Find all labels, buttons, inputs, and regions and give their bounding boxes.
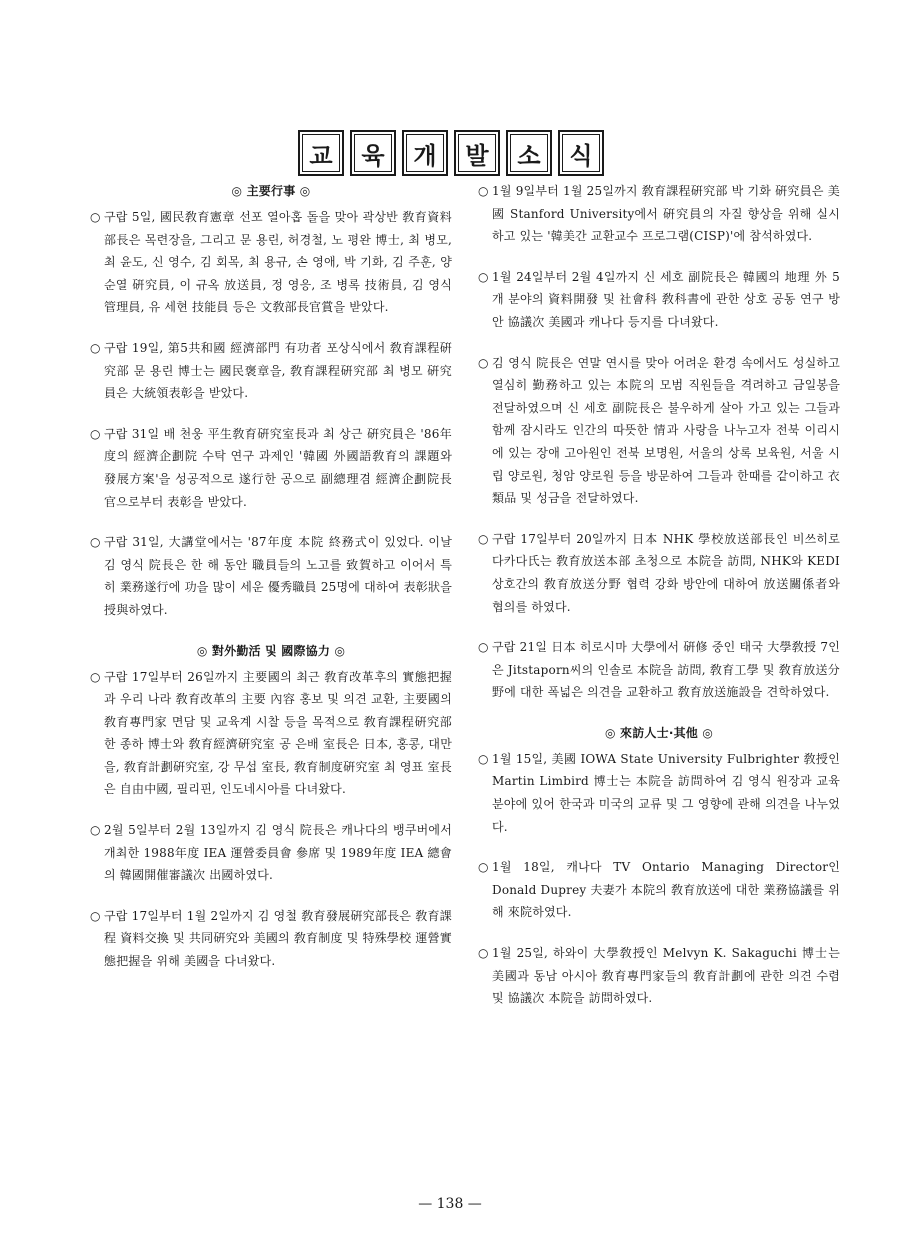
news-item — [478, 352, 840, 510]
news-item — [90, 206, 452, 319]
title-char-box: 발 — [454, 130, 500, 176]
bullet: ○ — [478, 751, 489, 766]
right-column — [478, 180, 840, 1028]
bullet: ○ — [90, 535, 101, 550]
news-item-text: 2월 5일부터 2월 13일까지 김 영식 院長은 캐나다의 뱅쿠버에서 개최한 1988年度 IEA 運營委員會 參席 및 1989年度 IEA 總會의 韓國開催審議次 出國하였다. — [104, 823, 452, 883]
news-item — [90, 423, 452, 513]
news-item — [478, 942, 840, 1010]
bullet: ○ — [478, 946, 489, 961]
bullet: ○ — [90, 908, 101, 923]
news-item — [478, 636, 840, 704]
bullet: ○ — [478, 531, 489, 546]
news-item-text: 구랍 17일부터 20일까지 日本 NHK 學校放送部長인 비쓰히로 다카다氏는 敎育放送本部 초청으로 本院을 訪問, NHK와 KEDI 상호간의 敎育放送分野 협력 강화 방안에 대하여 放送關係者와 협의를 하였다. — [492, 531, 840, 614]
bullet: ○ — [90, 669, 101, 684]
news-item-text: 1월 9일부터 1월 25일까지 敎育課程硏究部 박 기화 硏究員은 美國 Stanford University에서 硏究員의 자질 향상을 위해 실시하고 있는 '韓美간 교환교수 프로그램(CISP)'에 참석하였다. — [492, 184, 840, 244]
page-number: — 138 — — [418, 1196, 482, 1212]
news-item — [478, 180, 840, 248]
news-item-text: 1월 24일부터 2월 4일까지 신 세호 副院長은 韓國의 地理 外 5개 분야의 資料開發 및 社會科 敎科書에 관한 상호 공동 연구 방안 協議次 美國과 캐나다 등지를 다녀왔다. — [492, 269, 840, 329]
page-title — [298, 130, 604, 176]
bullet: ○ — [90, 823, 101, 838]
news-item-text: 김 영식 院長은 연말 연시를 맞아 어려운 환경 속에서도 성실하고 열심히 勤務하고 있는 本院의 모범 직원들을 격려하고 금일봉을 전달하였으며 신 세호 副院長은 불우하게 살아 가고 있는 그들과 함께 잠시라도 인간의 따뜻한 情과 사랑을 나누고자 전북 이리시에 있는 장애 고아원인 전북 보명원, 서울의 상록 보육원, 서울 시립 양로원, 청암 양로원 등을 방문하여 그들과 한때를 같이하고 衣類品 및 성금을 전달하였다. — [492, 355, 840, 506]
title-char-box: 소 — [506, 130, 552, 176]
news-item-text: 1월 25일, 하와이 大學敎授인 Melvyn K. Sakaguchi 博士는 美國과 동남 아시아 敎育專門家들의 敎育計劃에 관한 의견 수렴 및 協議次 本院을 訪問하였다. — [492, 946, 840, 1006]
left-column — [90, 180, 452, 991]
bullet: ○ — [90, 210, 101, 224]
news-item-text: 구랍 17일부터 26일까지 主要國의 최근 敎育改革후의 實態把握과 우리 나라 敎育改革의 主要 內容 홍보 및 의견 교환, 主要國의 敎育專門家 면담 및 교육계 시찰 등을 목적으로 敎育課程硏究部 한 종하 博士와 敎育經濟硏究室 공 은배 室長은 日本, 홍콩, 대만을, 敎育計劃硏究室, 강 무섭 室長, 敎育制度硏究室 최 영표 室長은 自由中國, 필리핀, 인도네시아를 다녀왔다. — [104, 669, 452, 797]
section-heading-main-events: ◎ 主要行事 ◎ — [231, 184, 311, 198]
bullet: ○ — [478, 355, 489, 370]
title-char-box: 식 — [558, 130, 604, 176]
news-item-text: 구랍 21일 日本 히로시마 大學에서 硏修 중인 태국 大學敎授 7인은 Jitstaporn씨의 인솔로 本院을 訪問, 敎育工學 및 敎育放送分野에 대한 폭넓은 의견을 교환하고 敎育放送施設을 견학하였다. — [492, 640, 840, 700]
bullet: ○ — [478, 184, 489, 198]
title-char-box: 육 — [350, 130, 396, 176]
bullet: ○ — [478, 269, 489, 284]
news-item — [478, 856, 840, 924]
news-item — [90, 337, 452, 405]
news-item-text: 구랍 19일, 第5共和國 經濟部門 有功者 포상식에서 敎育課程硏究部 문 용린 博士는 國民褒章을, 敎育課程硏究部 최 병모 硏究員은 大統領表彰을 받았다. — [104, 340, 452, 401]
section-heading-external-activities: ◎ 對外勤活 및 國際協力 ◎ — [196, 643, 346, 658]
news-item — [90, 666, 452, 802]
title-char-box: 개 — [402, 130, 448, 176]
news-item-text: 구랍 5일, 國民敎育憲章 선포 열아홉 돌을 맞아 곽상반 敎育資料部長은 목련장을, 그리고 문 용린, 허경철, 노 평완 博士, 최 병모, 최 윤도, 신 영수, 김 회목, 최 용규, 손 영애, 박 기화, 김 주훈, 양순열 硏究員, 이 규옥 放送員, 정 영응, 조 병록 技術員, 김 영식 管理員, 유 세현 技能員 등은 文敎部長官賞을 받았다. — [104, 210, 452, 315]
section-heading-visitors: ◎ 來訪人士·其他 ◎ — [604, 725, 714, 740]
news-item-text: 1월 18일, 캐나다 TV Ontario Managing Director인 Donald Duprey 夫妻가 本院의 敎育放送에 대한 業務協議를 위해 來院하였다. — [492, 860, 840, 920]
bullet: ○ — [90, 426, 101, 441]
news-item — [478, 528, 840, 618]
news-item — [90, 531, 452, 621]
news-item — [478, 748, 840, 838]
news-item-text: 1월 15일, 美國 IOWA State University Fulbrighter 敎授인 Martin Limbird 博士는 本院을 訪問하여 김 영식 원장과 교육 분야에 있어 한국과 미국의 교류 및 그 영향에 관해 의견을 나누었다. — [492, 751, 840, 834]
news-item — [90, 819, 452, 887]
news-item-text: 구랍 31일 배 천웅 平生敎育硏究室長과 최 상근 硏究員은 '86年度의 經濟企劃院 수탁 연구 과제인 '韓國 外國語敎育의 課題와 發展方案'을 성공적으로 遂行한 공으로 副總理겸 經濟企劃院長官으로부터 表彰을 받았다. — [104, 426, 452, 509]
bullet: ○ — [478, 640, 489, 655]
news-item-text: 구랍 17일부터 1월 2일까지 김 영철 敎育發展硏究部長은 敎育課程 資料交換 및 共同硏究와 美國의 敎育制度 및 特殊學校 運營實態把握을 위해 美國을 다녀왔다. — [104, 908, 452, 969]
bullet: ○ — [90, 340, 101, 355]
news-item — [90, 905, 452, 973]
bullet: ○ — [478, 860, 489, 875]
title-char-box: 교 — [298, 130, 344, 176]
news-item-text: 구랍 31일, 大講堂에서는 '87年度 本院 終務式이 있었다. 이날 김 영식 院長은 한 해 동안 職員들의 노고를 致賀하고 이어서 특히 業務遂行에 功을 많이 세운 優秀職員 25명에 대하여 表彰狀을 授與하였다. — [104, 535, 452, 617]
news-item — [478, 266, 840, 334]
